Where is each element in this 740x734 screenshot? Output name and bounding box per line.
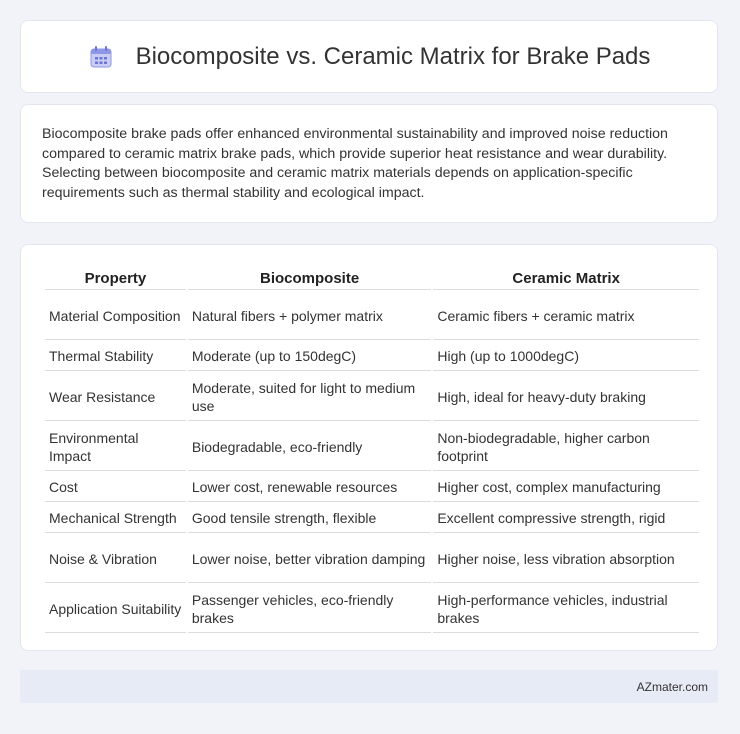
ceramic-matrix-cell: Ceramic fibers + ceramic matrix [433, 292, 699, 340]
ceramic-matrix-cell: High, ideal for heavy-duty braking [433, 373, 699, 421]
column-header-property: Property [45, 267, 186, 290]
biocomposite-cell: Moderate, suited for light to medium use [188, 373, 431, 421]
ceramic-matrix-cell: Higher cost, complex manufacturing [433, 473, 699, 502]
ceramic-matrix-cell: Excellent compressive strength, rigid [433, 504, 699, 533]
table-row [45, 585, 699, 633]
property-cell: Noise & Vibration [45, 535, 186, 583]
biocomposite-cell: Moderate (up to 150degC) [188, 342, 431, 371]
property-cell: Environmental Impact [45, 423, 186, 471]
property-cell: Application Suitability [45, 585, 186, 633]
intro-text: Biocomposite brake pads offer enhanced environmental sustainability and improved noise reduction compared to ceramic matrix brake pads, which provide superior heat resistance and wear durability. Selecting between biocomposite and ceramic matrix materials depends on application-specific requirements such as thermal stability and ecological impact. [42, 126, 668, 201]
biocomposite-cell: Lower noise, better vibration damping [188, 535, 431, 583]
ceramic-matrix-cell: High-performance vehicles, industrial brakes [433, 585, 699, 633]
table-row [45, 473, 699, 502]
biocomposite-cell: Biodegradable, eco-friendly [188, 423, 431, 471]
biocomposite-cell: Lower cost, renewable resources [188, 473, 431, 502]
table-header-row [45, 267, 699, 290]
ceramic-matrix-cell: High (up to 1000degC) [433, 342, 699, 371]
footer-source: AZmater.com [636, 679, 708, 694]
calendar-icon [88, 44, 114, 70]
biocomposite-cell: Good tensile strength, flexible [188, 504, 431, 533]
biocomposite-cell: Passenger vehicles, eco-friendly brakes [188, 585, 431, 633]
property-cell: Material Composition [45, 292, 186, 340]
column-header-ceramic-matrix: Ceramic Matrix [433, 267, 699, 290]
comparison-table [43, 265, 701, 635]
property-cell: Wear Resistance [45, 373, 186, 421]
table-row [45, 423, 699, 471]
column-header-biocomposite: Biocomposite [188, 267, 431, 290]
property-cell: Thermal Stability [45, 342, 186, 371]
ceramic-matrix-cell: Non-biodegradable, higher carbon footprint [433, 423, 699, 471]
intro-card [20, 104, 718, 223]
property-cell: Cost [45, 473, 186, 502]
footer [20, 670, 718, 703]
table-row [45, 535, 699, 583]
table-row [45, 373, 699, 421]
comparison-table-card [20, 244, 718, 651]
property-cell: Mechanical Strength [45, 504, 186, 533]
title-card [20, 20, 718, 93]
ceramic-matrix-cell: Higher noise, less vibration absorption [433, 535, 699, 583]
table-row [45, 292, 699, 340]
biocomposite-cell: Natural fibers + polymer matrix [188, 292, 431, 340]
page-title: Biocomposite vs. Ceramic Matrix for Brake Pads [135, 42, 651, 70]
table-row [45, 342, 699, 371]
table-row [45, 504, 699, 533]
